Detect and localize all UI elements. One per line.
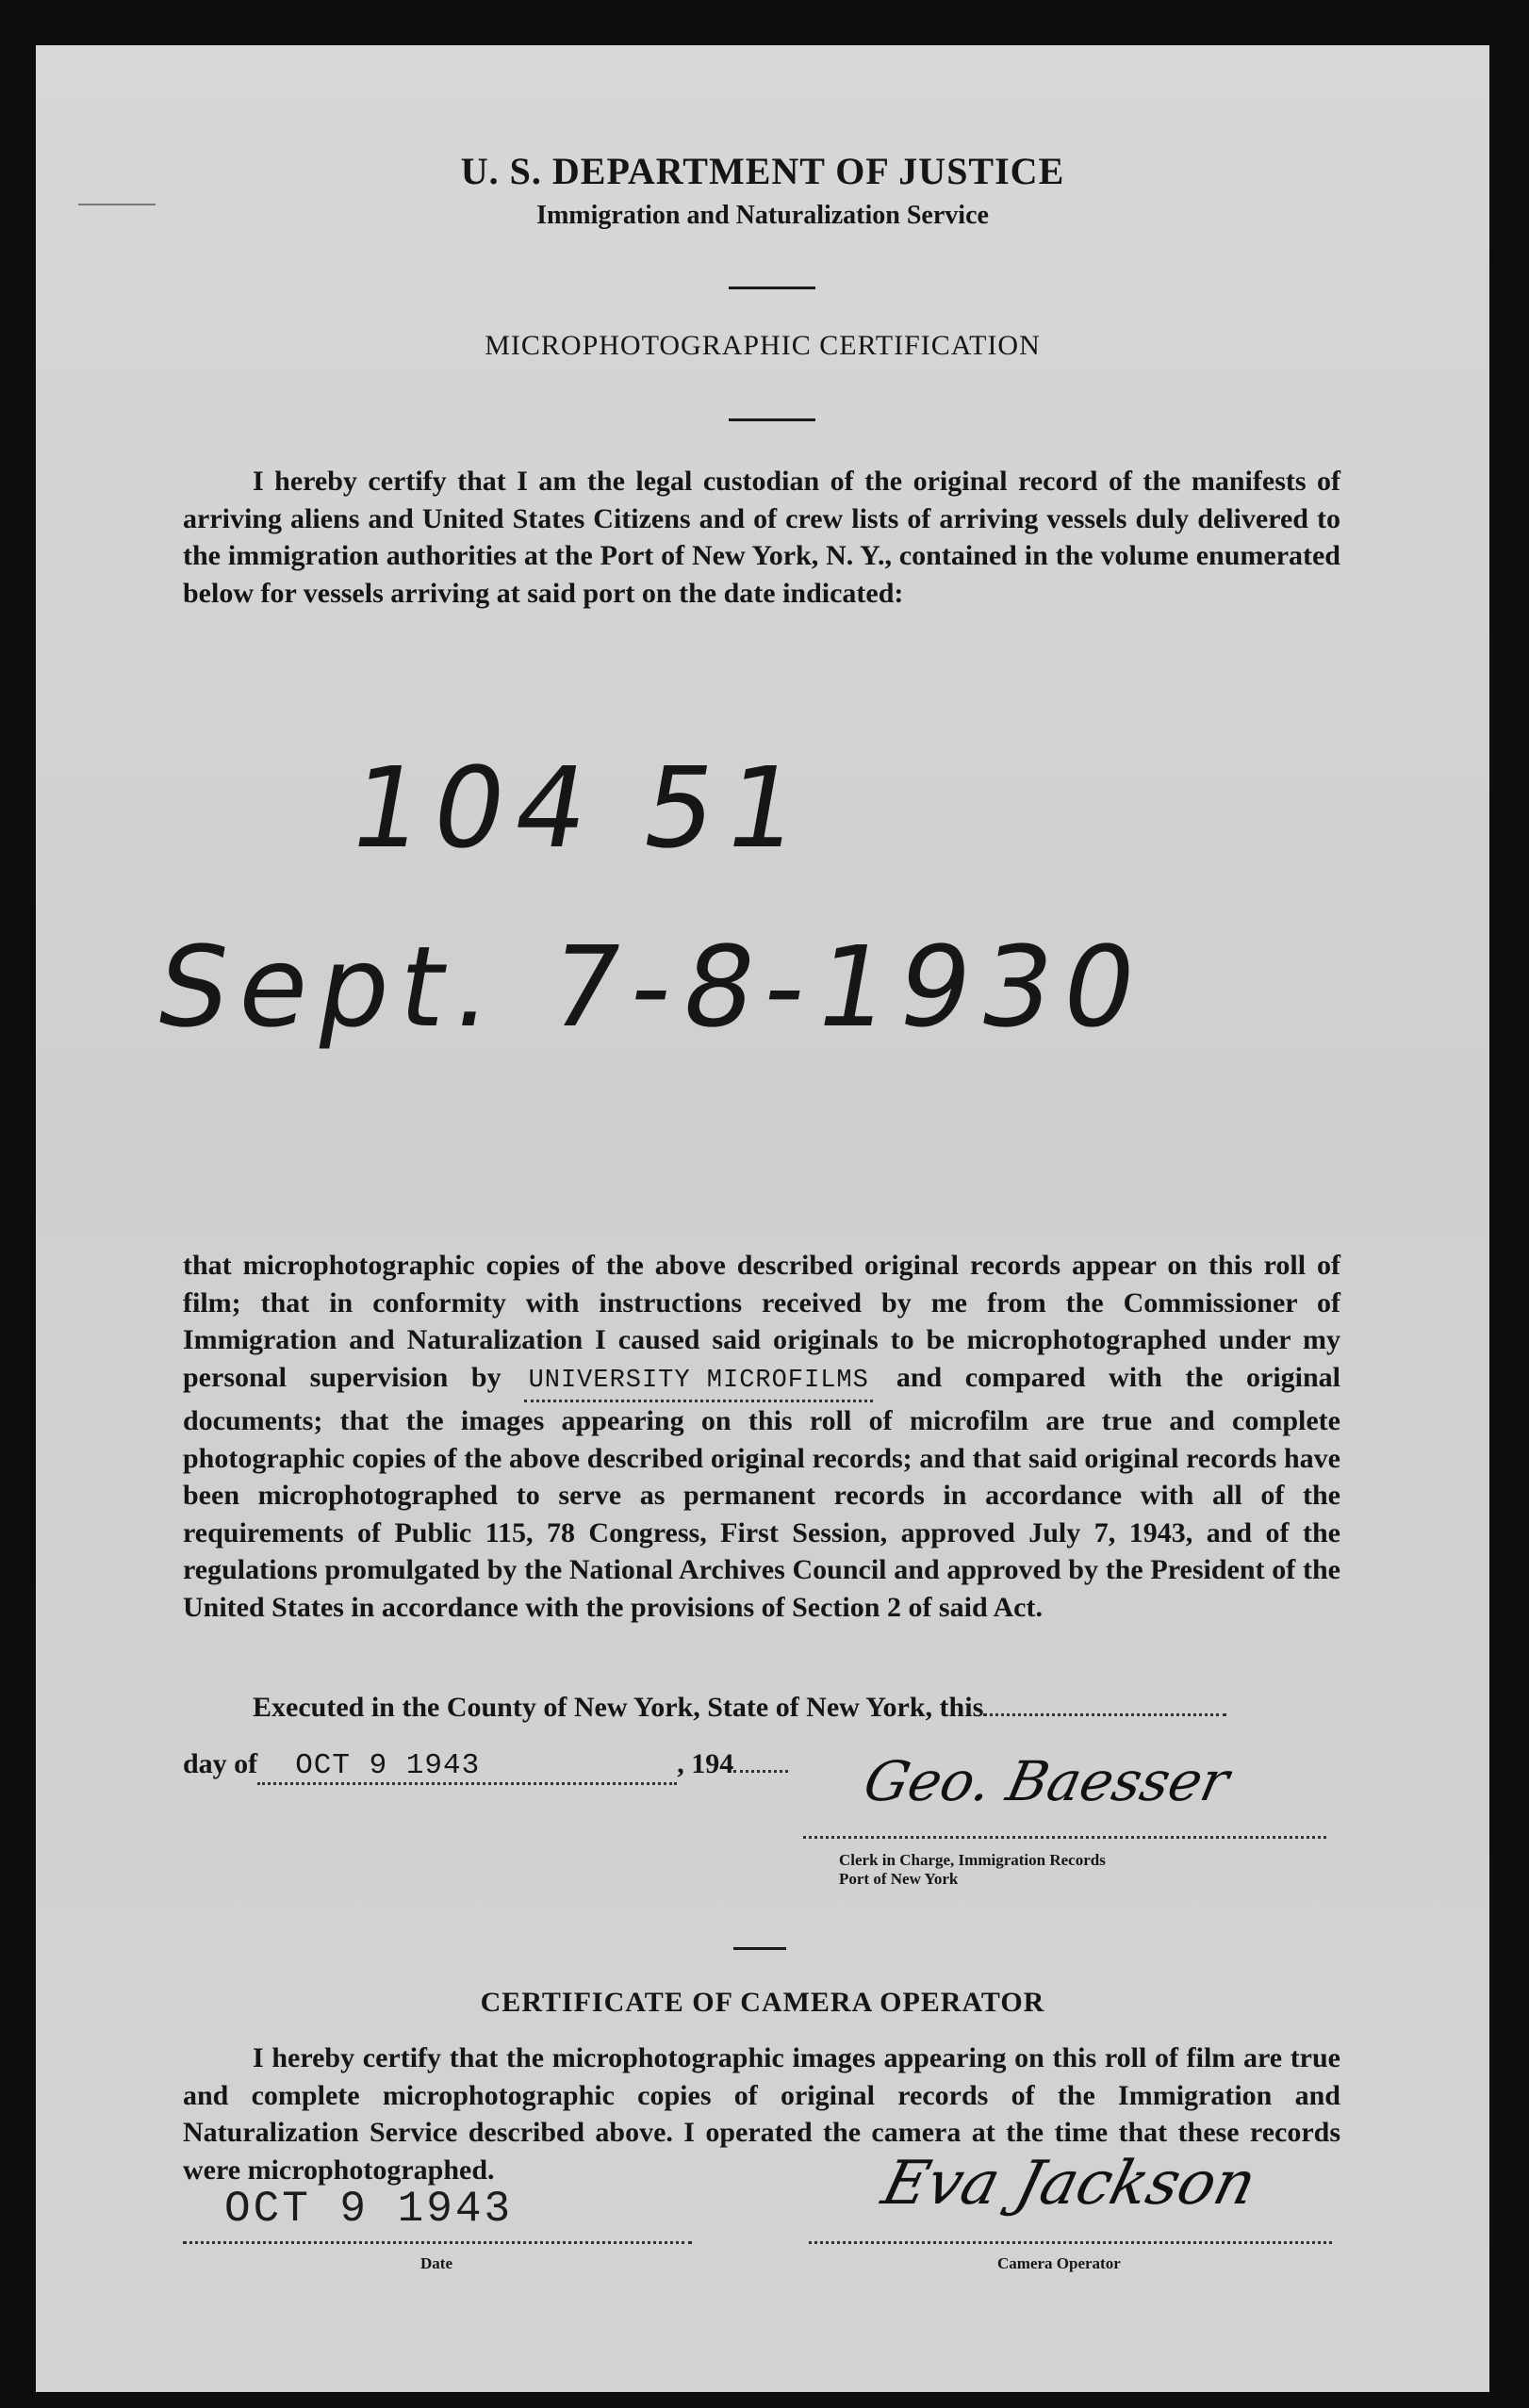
executed-stamp-date: OCT 9 1943: [295, 1749, 481, 1782]
clerk-signature-line: [803, 1836, 1326, 1839]
department-heading: U. S. DEPARTMENT OF JUSTICE: [460, 150, 1065, 192]
handwritten-arrival-date: Sept. 7-8-1930: [146, 922, 1158, 1052]
certificate-page: [36, 45, 1489, 2392]
microfilm-company-field: [524, 1359, 873, 1403]
clerk-signature: Geo. Baesser: [858, 1749, 1235, 1813]
microfilm-company-typed: UNIVERSITY MICROFILMS: [528, 1366, 869, 1395]
certification-text-part2: and compared with the original documents; that the images appearing on this roll of microfilm are true and complete photographic copies of the above described original records; and that said original records have been microphotographed to serve as permanent records in accordance with all of the requirements of Public 115, 78 Congress, First Session, approved July 7, 1943, and of the regulations promulgated by the National Archives Council and approved by the President of the United States in accordance with the provisions of Section 2 of said Act.: [183, 1361, 1341, 1623]
handwritten-volume-number: 104 51: [339, 743, 821, 873]
year-blank: [733, 1770, 788, 1773]
executed-text: Executed in the County of New York, State of New York, this: [253, 1692, 984, 1723]
camera-operator-heading: CERTIFICATE OF CAMERA OPERATOR: [480, 1987, 1045, 2018]
camera-operator-signature: Eva Jackson: [875, 2149, 1263, 2219]
executed-line: [183, 1692, 1340, 1724]
date-label: Date: [420, 2254, 452, 2272]
year-prefix: , 194: [677, 1748, 734, 1779]
day-of-field: [257, 1748, 677, 1785]
service-subheading: Immigration and Naturalization Service: [536, 201, 989, 230]
camera-stamp-date: OCT 9 1943: [224, 2185, 514, 2234]
certification-paragraph: [183, 1247, 1340, 1626]
operator-signature-line: [809, 2241, 1332, 2244]
divider-rule: [729, 418, 815, 421]
document-title: MICROPHOTOGRAPHIC CERTIFICATION: [485, 330, 1041, 361]
certification-text-part1: that microphotographic copies of the above described original records appear on this roll of film; that in conformity with instructions received by me from the Commissioner of Immigration and Naturalization I caused said originals to be microphotographed under my personal supervision by: [183, 1250, 1340, 1393]
date-signature-line: [183, 2241, 692, 2244]
custodian-paragraph: I hereby certify that I am the legal custodian of the original record of the manifests of arriving aliens and United States Citizens and of crew lists of arriving vessels duly delivered to the immigration authorities at the Port of New York, N. Y., contained in the volume enumerated below for vessels arriving at said port on the date indicated:: [183, 466, 1340, 609]
executed-day-blank: [983, 1713, 1226, 1716]
day-of-label: day of: [183, 1748, 258, 1779]
clerk-title: Clerk in Charge, Immigration Records: [839, 1851, 1106, 1869]
camera-operator-label: Camera Operator: [997, 2254, 1121, 2272]
divider-rule: [729, 287, 815, 289]
camera-operator-paragraph: I hereby certify that the microphotographic images appearing on this roll of film are true and complete microphotographic copies of original records of the Immigration and Naturalization Service described above. I operated the camera at the time that these records were microphotographed.: [183, 2042, 1340, 2186]
divider-rule: [733, 1947, 786, 1950]
clerk-port: Port of New York: [839, 1870, 959, 1888]
